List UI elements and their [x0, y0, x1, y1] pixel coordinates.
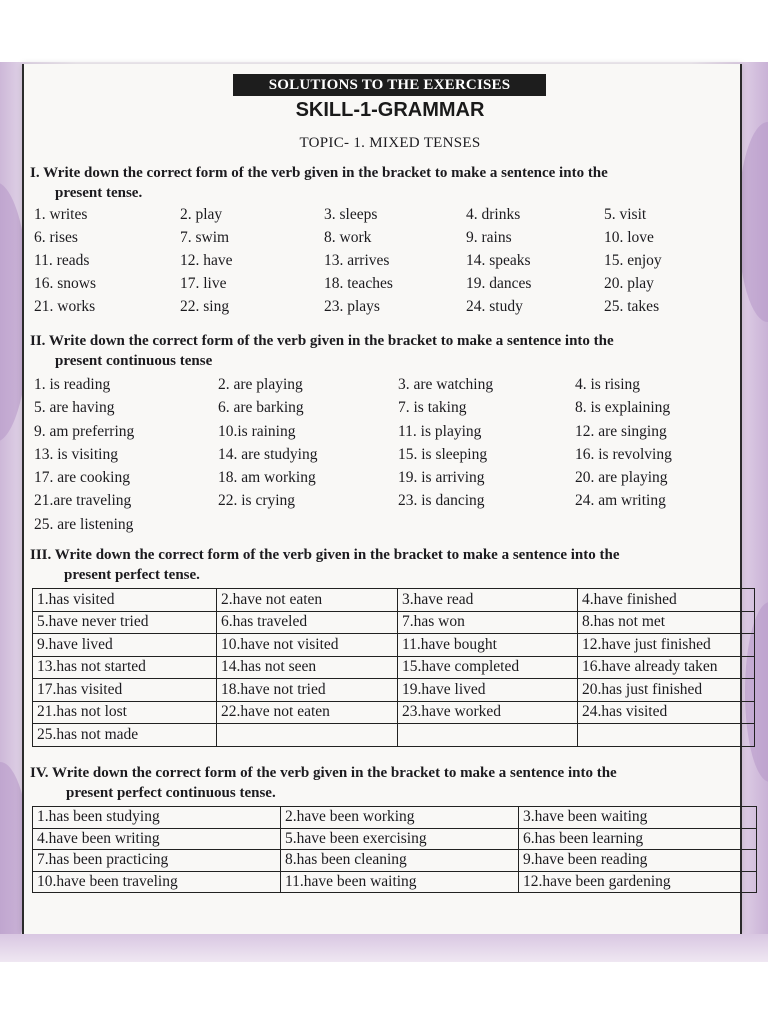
- table-cell: 15.have completed: [398, 656, 578, 679]
- table-cell: 19.have lived: [398, 679, 578, 702]
- table-cell: 25.has not made: [33, 724, 217, 747]
- section-3-heading-line2: present perfect tense.: [64, 567, 200, 583]
- table-cell: 11.have bought: [398, 634, 578, 657]
- table-cell: [398, 724, 578, 747]
- answer-item: 11. is playing: [398, 422, 482, 440]
- answer-item: 15. enjoy: [604, 252, 662, 269]
- table-cell: 22.have not eaten: [217, 701, 398, 724]
- table-cell: 9.have been reading: [519, 850, 757, 872]
- table-cell: 6.has been learning: [519, 828, 757, 850]
- answer-item: 4. is rising: [575, 376, 641, 393]
- answer-item: 16. is revolving: [575, 445, 672, 463]
- table-cell: 2.have been working: [281, 807, 519, 829]
- answer-item: 6. are barking: [218, 399, 304, 417]
- answer-item: 25. takes: [604, 298, 660, 315]
- answer-item: 21. works: [34, 298, 96, 315]
- table-cell: 5.have never tried: [33, 611, 217, 634]
- section-4-table: [32, 806, 757, 893]
- table-row: [33, 634, 755, 657]
- answer-item: 17. live: [180, 275, 227, 292]
- answer-item: 16. snows: [34, 275, 97, 292]
- table-row: [33, 828, 757, 850]
- table-cell: 8.has not met: [578, 611, 755, 634]
- section-1-answers: [34, 206, 714, 321]
- table-cell: 13.has not started: [33, 656, 217, 679]
- answer-item: 10. love: [604, 229, 654, 246]
- table-cell: 18.have not tried: [217, 679, 398, 702]
- topic-title: TOPIC- 1. MIXED TENSES: [299, 135, 481, 151]
- section-3-heading: [30, 545, 730, 585]
- table-cell: 14.has not seen: [217, 656, 398, 679]
- table-cell: 20.has just finished: [578, 679, 755, 702]
- table-cell: 5.have been exercising: [281, 828, 519, 850]
- answer-item: 19. is arriving: [398, 469, 485, 487]
- answer-item: 21.are traveling: [34, 492, 132, 510]
- answer-item: 22. sing: [180, 298, 230, 315]
- answer-item: 20. are playing: [575, 469, 668, 487]
- table-cell: 24.has visited: [578, 701, 755, 724]
- answer-item: 24. am writing: [575, 492, 666, 510]
- answer-item: 8. work: [324, 229, 372, 246]
- answer-item: 13. is visiting: [34, 445, 118, 463]
- page-bottom-fold: [0, 934, 768, 962]
- background-blob: [738, 122, 768, 322]
- table-cell: 9.have lived: [33, 634, 217, 657]
- section-4-heading-line2: present perfect continuous tense.: [66, 785, 276, 801]
- skill-title: SKILL-1-GRAMMAR: [295, 99, 485, 121]
- table-cell: 10.have been traveling: [33, 871, 281, 893]
- table-cell: 6.has traveled: [217, 611, 398, 634]
- section-1-heading-line2: present tense.: [55, 185, 143, 201]
- table-row: [33, 850, 757, 872]
- table-cell: [578, 724, 755, 747]
- table-row: [33, 724, 755, 747]
- answer-item: 4. drinks: [466, 206, 521, 223]
- answer-item: 9. am preferring: [34, 422, 135, 440]
- section-2-heading-line1: II. Write down the correct form of the verb given in the bracket to make a sentence into the: [30, 333, 614, 349]
- answer-item: 8. is explaining: [575, 399, 671, 417]
- table-cell: 10.have not visited: [217, 634, 398, 657]
- section-3-table: [32, 588, 755, 747]
- answer-item: 5. are having: [34, 399, 115, 417]
- section-3-heading-line1: III. Write down the correct form of the verb given in the bracket to make a sentence into the: [30, 547, 620, 563]
- table-cell: 17.has visited: [33, 679, 217, 702]
- table-cell: 21.has not lost: [33, 701, 217, 724]
- section-4-heading-line1: IV. Write down the correct form of the verb given in the bracket to make a sentence into the: [30, 765, 617, 781]
- table-row: [33, 611, 755, 634]
- answer-item: 2. play: [180, 206, 223, 223]
- answer-item: 14. are studying: [218, 445, 318, 463]
- answer-item: 7. is taking: [398, 399, 467, 417]
- table-cell: 2.have not eaten: [217, 589, 398, 612]
- answer-item: 3. are watching: [398, 376, 494, 393]
- answer-item: 17. are cooking: [34, 469, 130, 487]
- answer-item: 7. swim: [180, 229, 230, 246]
- answer-item: 25. are listening: [34, 515, 134, 533]
- table-cell: 12.have been gardening: [519, 871, 757, 893]
- table-cell: 16.have already taken: [578, 656, 755, 679]
- table-cell: 3.have been waiting: [519, 807, 757, 829]
- answer-item: 9. rains: [466, 229, 512, 246]
- answer-item: 19. dances: [466, 275, 532, 292]
- section-1-heading: [30, 163, 730, 203]
- answer-item: 1. is reading: [34, 376, 111, 393]
- section-2-heading-line2: present continuous tense: [55, 353, 213, 369]
- table-cell: 4.have been writing: [33, 828, 281, 850]
- answer-item: 22. is crying: [218, 492, 296, 510]
- solutions-banner: SOLUTIONS TO THE EXERCISES: [233, 74, 546, 96]
- table-cell: 3.have read: [398, 589, 578, 612]
- answer-item: 1. writes: [34, 206, 88, 223]
- answer-item: 20. play: [604, 275, 654, 292]
- answer-item: 10.is raining: [218, 422, 296, 440]
- answer-item: 23. is dancing: [398, 492, 485, 510]
- answer-item: 11. reads: [34, 252, 90, 269]
- table-cell: 4.have finished: [578, 589, 755, 612]
- table-row: [33, 807, 757, 829]
- section-2-answers: [34, 376, 714, 539]
- answer-item: 15. is sleeping: [398, 445, 488, 463]
- table-row: [33, 656, 755, 679]
- answer-item: 14. speaks: [466, 252, 531, 269]
- table-cell: 7.has been practicing: [33, 850, 281, 872]
- table-cell: 23.have worked: [398, 701, 578, 724]
- table-row: [33, 701, 755, 724]
- answer-item: 18. am working: [218, 469, 316, 487]
- table-cell: 1.has been studying: [33, 807, 281, 829]
- answer-item: 18. teaches: [324, 275, 393, 292]
- table-row: [33, 679, 755, 702]
- table-row: [33, 871, 757, 893]
- answer-item: 3. sleeps: [324, 206, 378, 223]
- answer-item: 12. are singing: [575, 422, 667, 440]
- table-cell: 8.has been cleaning: [281, 850, 519, 872]
- answer-item: 23. plays: [324, 298, 380, 315]
- table-cell: 7.has won: [398, 611, 578, 634]
- section-1-heading-line1: I. Write down the correct form of the verb given in the bracket to make a sentence into the: [30, 165, 608, 181]
- answer-item: 24. study: [466, 298, 523, 315]
- section-2-heading: [30, 331, 730, 371]
- answer-item: 13. arrives: [324, 252, 390, 269]
- answer-item: 2. are playing: [218, 376, 303, 393]
- table-cell: [217, 724, 398, 747]
- table-cell: 1.has visited: [33, 589, 217, 612]
- section-4-heading: [30, 763, 730, 803]
- table-cell: 12.have just finished: [578, 634, 755, 657]
- answer-item: 6. rises: [34, 229, 78, 246]
- answer-item: 12. have: [180, 252, 233, 269]
- table-row: [33, 589, 755, 612]
- table-cell: 11.have been waiting: [281, 871, 519, 893]
- answer-item: 5. visit: [604, 206, 647, 223]
